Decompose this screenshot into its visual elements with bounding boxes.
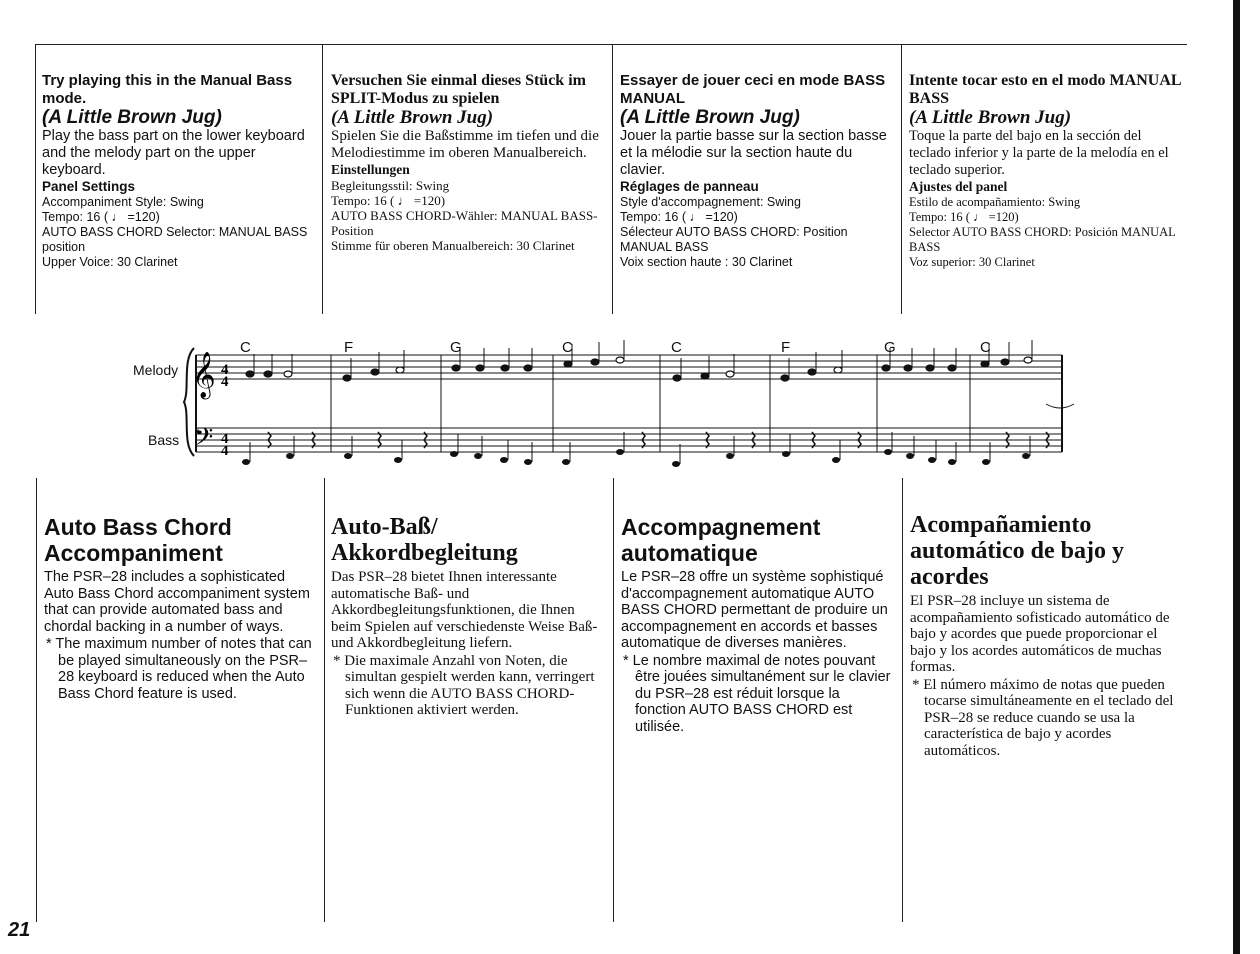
chord-symbol: G (450, 339, 462, 356)
page-number: 21 (8, 919, 31, 941)
tie-icon (1046, 404, 1074, 408)
panel-setting: Tempo: 16 ( ♩ =120) (331, 193, 446, 208)
instructions-heading: Versuchen Sie einmal dieses Stück im SPLIT-Modus zu spielen (331, 72, 586, 107)
melody-note (1024, 357, 1032, 363)
bass-note (286, 453, 294, 459)
melody-note (616, 357, 624, 363)
melody-note (948, 365, 956, 371)
panel-setting: Accompaniment Style: Swing (42, 195, 204, 209)
panel-setting: Style d'accompagnement: Swing (620, 195, 801, 209)
bass-note (948, 459, 956, 465)
melody-label: Melody (133, 362, 179, 378)
panel-setting: Selector AUTO BASS CHORD: Posición MANUAL BASS (909, 225, 1176, 254)
bass-note (242, 459, 250, 465)
melody-note (524, 365, 532, 371)
bass-note (524, 459, 532, 465)
melody-note (1001, 359, 1009, 365)
bass-note (726, 453, 734, 459)
instructions-intro: Spielen Sie die Baßstimme im tiefen und die Melodiestimme im oberen Manualbereich. (331, 128, 599, 161)
melody-note (246, 371, 254, 377)
melody-note (396, 367, 404, 373)
bass-note (672, 461, 680, 467)
panel-setting: Voz superior: 30 Clarinet (909, 255, 1035, 269)
panel-setting: Begleitungsstil: Swing (331, 178, 450, 193)
bass-note (884, 449, 892, 455)
panel-setting: Voix section haute : 30 Clarinet (620, 255, 793, 269)
chord-symbol: G (884, 339, 896, 356)
song-title: (A Little Brown Jug) (331, 107, 494, 128)
chord-symbol: C (980, 339, 991, 356)
panel-setting: Stimme für oberen Manualbereich: 30 Clarinet (331, 238, 575, 253)
section-title: Auto Bass Chord Accompaniment (44, 514, 232, 566)
panel-settings-heading: Panel Settings (42, 179, 136, 194)
section-es (910, 512, 1185, 759)
melody-note (564, 361, 572, 367)
chord-symbol: F (781, 339, 791, 356)
time-signature-melody: 4 (221, 374, 229, 390)
panel-setting: Tempo: 16 ( ♩ =120) (620, 210, 738, 224)
melody-note (926, 365, 934, 371)
melody-note (834, 367, 842, 373)
instructions-intro: Play the bass part on the lower keyboard and the melody part on the upper keyboard. (42, 128, 305, 178)
bass-note (906, 453, 914, 459)
panel-setting: Tempo: 16 ( ♩ =120) (42, 210, 160, 224)
panel-setting: AUTO BASS CHORD-Wähler: MANUAL BASS-Position (331, 208, 598, 238)
chord-symbol: C (671, 339, 682, 356)
section-de (331, 514, 607, 719)
melody-note (726, 371, 734, 377)
section-note: * Die maximale Anzahl von Noten, die simultan gespielt werden kann, verringert sich wenn die AUTO BASS CHORD-Funktionen aktiviert werden. (333, 652, 595, 718)
melody-note (882, 365, 890, 371)
melody-note (591, 359, 599, 365)
bass-note (928, 457, 936, 463)
chord-symbol: F (344, 339, 354, 356)
bass-note (500, 457, 508, 463)
melody-note (981, 361, 989, 367)
bass-note (394, 457, 402, 463)
bass-label: Bass (148, 432, 180, 448)
treble-clef-icon: 𝄞 (192, 352, 216, 398)
bass-note (832, 457, 840, 463)
section-note: * El número máximo de notas que pueden tocarse simultáneamente en el teclado del PSR–28 se reduce cuando se usa la característica de bajo y acordes automáticos. (912, 676, 1174, 759)
melody-note (371, 369, 379, 375)
section-fr (621, 514, 893, 735)
section-title: Accompagnement automatique (621, 514, 821, 566)
bass-note (344, 453, 352, 459)
instructions-heading: Essayer de jouer ceci en mode BASS MANUAL (620, 72, 886, 107)
chord-symbol: C (240, 339, 251, 356)
panel-setting: Tempo: 16 ( ♩ =120) (909, 210, 1019, 224)
melody-note (284, 371, 292, 377)
instructions-intro: Jouer la partie basse sur la section basse et la mélodie sur la section haute du clavier. (620, 128, 887, 178)
bass-note (562, 459, 570, 465)
bass-note (982, 459, 990, 465)
bass-note (782, 451, 790, 457)
instructions-heading: Intente tocar esto en el modo MANUAL BASS (909, 72, 1181, 107)
time-signature-bass: 4 (221, 443, 229, 459)
panel-setting: Estilo de acompañamiento: Swing (909, 195, 1081, 209)
time-signature-bass: 4 (221, 431, 229, 447)
melody-note (808, 369, 816, 375)
song-title: (A Little Brown Jug) (909, 107, 1072, 128)
bass-note (1022, 453, 1030, 459)
panel-settings-heading: Ajustes del panel (909, 179, 1008, 194)
melody-note (476, 365, 484, 371)
section-body: Le PSR–28 offre un système sophistiqué d'accompagnement automatique AUTO BASS CHORD permettant de produire un accompagnement en accords et basses automatique de diverses manières. (621, 569, 888, 651)
melody-note (264, 371, 272, 377)
instructions-intro: Toque la parte del bajo en la sección del teclado inferior y la parte de la melodía en el teclado superior. (909, 128, 1169, 178)
bass-note (616, 449, 624, 455)
section-note: * The maximum number of notes that can be played simultaneously on the PSR–28 keyboard is reduced when the Auto Bass Chord feature is used. (46, 636, 312, 702)
panel-setting: Sélecteur AUTO BASS CHORD: Position MANUAL BASS (620, 225, 848, 254)
section-body: Das PSR–28 bietet Ihnen interessante automatische Baß- und Akkordbegleitungsfunktionen, die Ihnen beim Spielen auf verschiedenste Weise Baß- und Akkordbegleitung liefern. (331, 569, 598, 651)
section-body: El PSR–28 incluye un sistema de acompañamiento sofisticado automático de bajo y acordes que puede proporcionar el bajo y los acordes automáticos de muchas formas. (910, 593, 1170, 675)
panel-settings-heading: Einstellungen (331, 162, 410, 177)
melody-note (673, 375, 681, 381)
bass-clef-icon: 𝄢 (194, 423, 214, 458)
section-body: The PSR–28 includes a sophisticated Auto Bass Chord accompaniment system that can provide automated bass and chordal backing in a number of ways. (44, 569, 310, 635)
melody-note (452, 365, 460, 371)
section-title: Acompañamiento automático de bajo y acordes (910, 512, 1124, 590)
melody-note (781, 375, 789, 381)
melody-note (701, 373, 709, 379)
section-title: Auto-Baß/ Akkordbegleitung (331, 514, 518, 566)
chord-symbol: C (562, 339, 573, 356)
bass-note (474, 453, 482, 459)
bass-note (450, 451, 458, 457)
song-title: (A Little Brown Jug) (620, 107, 800, 128)
melody-note (343, 375, 351, 381)
section-note: * Le nombre maximal de notes pouvant être jouées simultanément sur le clavier du PSR–28 est réduit lorsque la fonction AUTO BASS CHORD est utilisée. (623, 652, 891, 735)
notes (242, 340, 1049, 467)
panel-setting: Upper Voice: 30 Clarinet (42, 255, 178, 269)
song-title: (A Little Brown Jug) (42, 107, 222, 128)
instructions-heading: Try playing this in the Manual Bass mode. (42, 72, 293, 107)
melody-note (904, 365, 912, 371)
melody-note (501, 365, 509, 371)
section-en (44, 514, 316, 702)
time-signature-melody: 4 (221, 362, 229, 378)
panel-setting: AUTO BASS CHORD Selector: MANUAL BASS position (42, 225, 308, 254)
panel-settings-heading: Réglages de panneau (620, 179, 759, 194)
